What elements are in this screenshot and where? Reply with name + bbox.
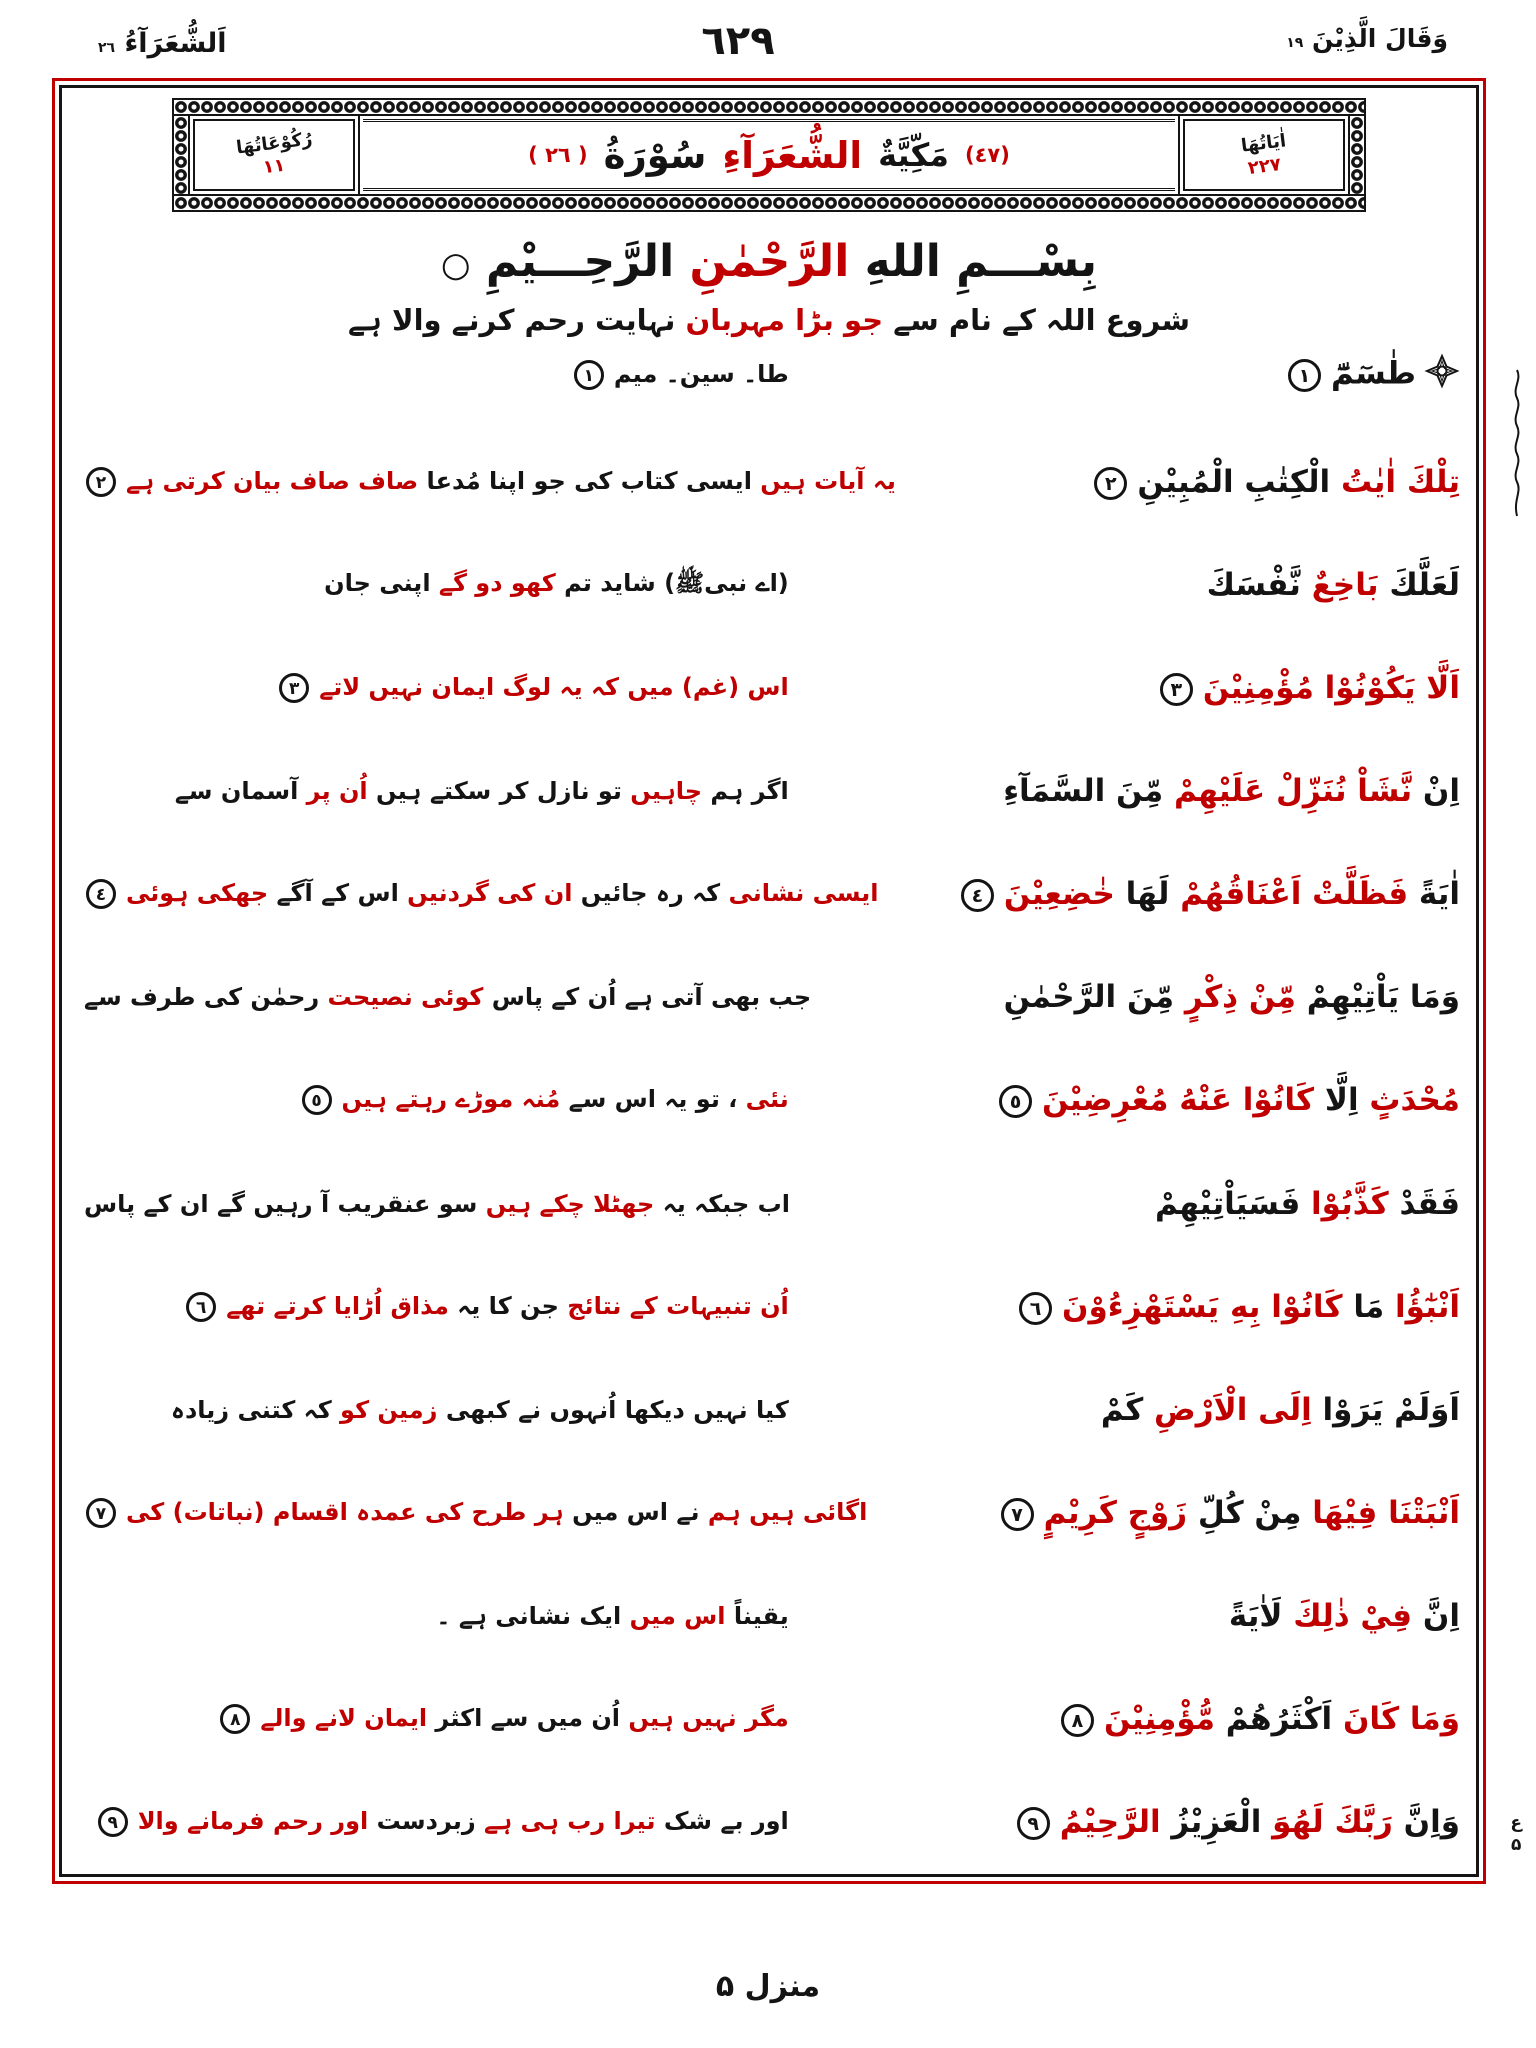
verse-row <box>78 876 1460 912</box>
text-segment: زبردست <box>368 1806 476 1835</box>
text-segment: طا۔ سین۔ میم <box>613 360 789 388</box>
rosette-icon <box>1424 353 1460 397</box>
text-segment: اس کے آگے <box>268 879 399 908</box>
text-segment: طٰسٓمّٓ <box>1330 355 1416 392</box>
urdu-translation-line <box>78 1807 789 1837</box>
text-segment: اَكْثَرُهُمْ <box>1214 1700 1333 1737</box>
text-segment: بِسْـــمِ اللهِ <box>849 236 1098 287</box>
text-segment: مُّؤْمِنِيْنَ <box>1103 1700 1215 1737</box>
verse-number-badge: ٣ <box>279 673 309 703</box>
verse-number-badge: ١ <box>574 360 604 390</box>
text-segment: مِّنَ السَّمَآءِ <box>1003 773 1164 810</box>
text-segment: وَمَا يَاْتِيْهِمْ <box>1295 979 1460 1016</box>
text-segment: اگر ہم <box>702 777 789 806</box>
text-segment: ، تو یہ اس سے <box>560 1085 738 1114</box>
text-segment: یقیناً <box>725 1601 789 1630</box>
text-segment: كَانُوْا عَنْهُ مُعْرِضِيْنَ <box>1042 1082 1315 1119</box>
text-segment: اُن میں سے اکثر <box>427 1703 621 1732</box>
text-segment: بَاخِعٌ <box>1300 567 1379 604</box>
urdu-translation-line <box>78 360 789 390</box>
band-middle <box>174 114 1364 196</box>
verse-number-badge: ١ <box>1288 359 1321 392</box>
text-segment: آسمان سے <box>174 777 299 806</box>
verse-row <box>78 1804 1460 1840</box>
verse-row <box>78 1701 1460 1737</box>
text-segment: اس میں <box>621 1601 726 1630</box>
juz-name-margin: وَقَالَ الَّذِيْنَ <box>1312 24 1448 53</box>
verse-number-badge: ٤ <box>86 879 116 909</box>
verse-number-badge: ٩ <box>98 1807 128 1837</box>
margin-gloss-decoration <box>1508 368 1526 522</box>
text-segment: وَاِنَّ <box>1392 1803 1460 1840</box>
text-segment: فَظَلَّتْ اَعْنَاقُهُمْ <box>1169 876 1409 913</box>
verse-number-badge: ٢ <box>1094 467 1127 500</box>
surah-name-margin: اَلشُّعَرَآءُ <box>124 28 227 59</box>
text-segment: الرَّحِـــيْمِ <box>470 236 675 287</box>
ayat-label: اٰیَاتُهَا <box>1240 130 1288 157</box>
text-segment: خٰضِعِيْنَ <box>1003 876 1115 913</box>
arabic-verse-line <box>867 1495 1460 1531</box>
arabic-verse-line <box>789 1598 1460 1634</box>
urdu-translation-line <box>78 1602 789 1630</box>
text-segment: اَلَّا يَكُوْنُوْا مُؤْمِنِيْنَ <box>1202 670 1460 707</box>
text-segment: نہایت رحم کرنے والا ہے <box>347 303 676 337</box>
text-segment: جو بڑا مہربان <box>675 303 884 337</box>
verse-row <box>78 773 1460 809</box>
verse-number-badge: ٧ <box>1001 1498 1034 1531</box>
surah-title-makkiyah: مَكِّيَّةٌ <box>878 136 949 174</box>
text-segment: مذاق اُڑایا کرتے تھے <box>226 1291 449 1320</box>
text-segment: چاہیں <box>621 777 703 806</box>
text-segment: لَعَلَّكَ <box>1378 567 1460 604</box>
top-margin <box>0 18 1536 74</box>
text-segment: وَمَا كَانَ <box>1332 1700 1460 1737</box>
bismillah-line <box>76 236 1462 287</box>
text-segment: نَّشَاْ نُنَزِّلْ عَلَيْهِمْ <box>1163 773 1413 810</box>
text-segment: ایمان لانے والے <box>260 1703 428 1732</box>
text-segment: اَنْبٰٓؤُا <box>1384 1288 1460 1325</box>
verse-number-badge: ٨ <box>1061 1704 1094 1737</box>
verse-number-badge: ٦ <box>186 1292 216 1322</box>
verse-row <box>78 567 1460 603</box>
page-number: ٦٢٩ <box>701 18 775 64</box>
text-segment: الرَّحْمٰنِ <box>674 236 850 287</box>
verse-number-badge: ٥ <box>302 1085 332 1115</box>
text-segment: لَهَا <box>1114 876 1170 913</box>
text-segment: اور بے شک <box>655 1806 789 1835</box>
text-segment: مُنہ موڑے رہتے ہیں <box>341 1085 561 1114</box>
surah-header-band <box>172 98 1366 212</box>
surah-title-name: الشُّعَرَآءِ <box>722 133 863 177</box>
arabic-verse-line <box>789 1804 1460 1840</box>
text-segment: جھٹلا چکے ہیں <box>477 1189 655 1218</box>
arabic-verse-line <box>790 1186 1460 1222</box>
arabic-verse-line <box>789 773 1460 809</box>
text-segment: اب جبکہ یہ <box>654 1189 790 1218</box>
urdu-translation-line <box>78 1704 789 1734</box>
urdu-translation-line <box>78 879 879 909</box>
text-segment: مُحْدَثٍ <box>1358 1082 1460 1119</box>
ayat-value: ٢٢٧ <box>1246 154 1282 179</box>
arabic-verse-line <box>789 1392 1460 1428</box>
text-segment: كَانُوْا بِهِ يَسْتَهْزِءُوْنَ <box>1062 1288 1343 1325</box>
text-segment: ایک نشانی ہے ۔ <box>436 1601 622 1630</box>
text-segment: نے اس میں <box>563 1497 700 1526</box>
text-segment: کہ رہ جائیں <box>572 879 721 908</box>
verse-number-badge: ٣ <box>1160 673 1193 706</box>
text-segment: ان کی گردنیں <box>398 879 573 908</box>
margin-gloss-squiggle <box>1508 368 1526 518</box>
arabic-verse-line <box>879 876 1460 912</box>
text-segment: کوئی نصیحت <box>319 983 484 1012</box>
text-segment: كَمْ <box>1100 1391 1144 1428</box>
verse-row <box>78 464 1460 500</box>
text-segment: تِلْكَ اٰيٰتُ <box>1330 464 1460 501</box>
text-segment: الْكِتٰبِ الْمُبِيْنِ <box>1137 464 1331 501</box>
text-segment: فَقَدْ <box>1388 1185 1460 1222</box>
text-segment: جھکی ہوئی <box>126 879 269 908</box>
text-segment: اگائی ہیں ہم <box>699 1497 868 1526</box>
text-segment: مگر نہیں ہیں <box>620 1703 789 1732</box>
bead-border-bottom <box>174 196 1364 210</box>
urdu-translation-line <box>78 1085 789 1115</box>
text-segment: اس (غم) میں کہ یہ لوگ ایمان نہیں لاتے <box>319 673 789 702</box>
urdu-translation-line <box>78 777 789 805</box>
verse-row <box>78 1598 1460 1634</box>
urdu-translation-line <box>78 983 811 1011</box>
arabic-verse-line <box>789 1082 1460 1118</box>
text-segment: لَاٰيَةً <box>1228 1597 1283 1634</box>
manzil-marker: منزل ۵ <box>715 1969 821 2004</box>
verse-number-badge: ٦ <box>1019 1292 1052 1325</box>
ayah-end-mark: ○ <box>440 245 471 285</box>
rukuat-medallion <box>188 116 360 194</box>
text-segment: فَسَيَاْتِيْهِمْ <box>1155 1185 1301 1222</box>
verse-row <box>78 1289 1460 1325</box>
text-segment: فِيْ ذٰلِكَ <box>1282 1597 1413 1634</box>
text-segment: الرَّحِيْمُ <box>1059 1803 1161 1840</box>
urdu-translation-line <box>78 673 789 703</box>
verse-row <box>78 353 1460 397</box>
text-segment: تیرا رب ہی ہے <box>475 1806 656 1835</box>
arabic-verse-line <box>789 353 1460 397</box>
text-segment: ہر طرح کی عمدہ اقسام (نباتات) کی <box>126 1497 564 1526</box>
arabic-verse-line <box>789 567 1460 603</box>
urdu-translation-line <box>78 1498 867 1528</box>
text-segment: کیا نہیں دیکھا اُنہوں نے کبھی <box>437 1395 789 1424</box>
verse-row <box>78 1495 1460 1531</box>
rukuat-label: رُکُوْعَاتُهَا <box>234 128 314 159</box>
text-segment: جن کا یہ <box>448 1291 559 1320</box>
text-segment: اور رحم فرمانے والا <box>137 1806 369 1835</box>
text-segment: اُن پر <box>298 777 368 806</box>
text-segment: تو نازل کر سکتے ہیں <box>367 777 622 806</box>
verse-number-badge: ٢ <box>86 467 116 497</box>
verse-row <box>78 670 1460 706</box>
text-segment: اَوَلَمْ يَرَوْا <box>1311 1391 1460 1428</box>
arabic-verse-line <box>789 670 1460 706</box>
revelation-order-number: (٤٧) <box>964 143 1010 167</box>
text-segment: اِنَّ <box>1412 1597 1460 1634</box>
verse-number-badge: ٩ <box>1017 1807 1050 1840</box>
top-right-juz-name <box>1286 24 1448 53</box>
text-segment: اٰيَةً <box>1408 876 1460 913</box>
text-segment: كَذَّبُوْا <box>1300 1185 1389 1222</box>
text-segment: رحمٰن کی طرف سے <box>84 983 320 1012</box>
text-segment: الْعَزِيْزُ <box>1160 1803 1262 1840</box>
text-segment: ایسی کتاب کی جو اپنا مُدعا <box>418 467 752 496</box>
urdu-translation-line <box>78 1190 790 1218</box>
text-segment: زَوْجٍ كَرِيْمٍ <box>1043 1494 1188 1531</box>
verse-row <box>78 1082 1460 1118</box>
urdu-translation-line <box>78 568 789 603</box>
text-segment: کھو دو گے <box>430 568 556 597</box>
text-segment: اِلَّا <box>1314 1082 1359 1119</box>
text-segment: اِلَى الْاَرْضِ <box>1143 1391 1312 1428</box>
surah-title-word: سُوْرَةُ <box>603 133 707 177</box>
text-segment: شروع اللہ کے نام سے <box>883 303 1191 337</box>
arabic-verse-line <box>896 464 1460 500</box>
verse-number-badge: ٧ <box>86 1498 116 1528</box>
text-segment: اَنْبَتْنَا فِيْهَا <box>1301 1494 1460 1531</box>
text-segment: اُن تنبیہات کے نتائج <box>558 1291 789 1320</box>
text-segment: زمین کو <box>331 1395 438 1424</box>
text-segment: نَّفْسَكَ <box>1206 567 1301 604</box>
text-segment: جب بھی آتی ہے اُن کے پاس <box>483 983 812 1012</box>
text-segment: اِنْ <box>1412 773 1460 810</box>
text-segment: صاف صاف بیان کرتی ہے <box>126 467 419 496</box>
verse-row <box>78 1186 1460 1222</box>
text-segment: اپنی جان <box>324 568 431 597</box>
verse-row <box>78 979 1460 1015</box>
arabic-verse-line <box>811 979 1460 1015</box>
urdu-translation-line <box>78 1396 789 1424</box>
surah-title <box>363 119 1175 191</box>
ruku-marker-number: ۵ <box>1511 1835 1522 1855</box>
arabic-verse-line <box>789 1289 1460 1325</box>
rukuat-value: ١١ <box>261 154 287 179</box>
surah-serial-number: ( ٢٦ ) <box>528 143 588 167</box>
page-border-frame <box>52 78 1486 1884</box>
verse-number-badge: ٥ <box>999 1085 1032 1118</box>
verse-number-badge: ٤ <box>961 879 994 912</box>
arabic-verse-line <box>789 1701 1460 1737</box>
bead-border-right <box>1350 116 1364 194</box>
text-segment: سو عنقریب آ رہیں گے ان کے پاس <box>84 1189 478 1218</box>
bead-border-top <box>174 100 1364 114</box>
verses-container <box>76 347 1462 1848</box>
text-segment: کہ کتنی زیادہ <box>170 1395 332 1424</box>
text-segment: مَا <box>1342 1288 1385 1325</box>
text-segment: مِّنْ ذِكْرٍ <box>1174 979 1296 1016</box>
text-segment: مِّنَ الرَّحْمٰنِ <box>1003 979 1175 1016</box>
text-segment: یہ آیات ہیں <box>751 467 896 496</box>
bead-border-left <box>174 116 188 194</box>
surah-number-margin: ٢٦ <box>98 40 116 56</box>
page-inner-frame <box>59 85 1479 1877</box>
urdu-translation-line <box>78 467 896 497</box>
text-segment: نئی <box>737 1085 789 1114</box>
ayat-medallion <box>1178 116 1350 194</box>
bismillah-urdu-translation <box>76 303 1462 337</box>
verse-row <box>78 1392 1460 1428</box>
text-segment: ایسی نشانی <box>720 879 879 908</box>
urdu-translation-line <box>78 1292 789 1322</box>
juz-number-margin: ١٩ <box>1286 35 1304 51</box>
text-segment: مِنْ كُلِّ <box>1187 1494 1302 1531</box>
ruku-marker-letter: ع <box>1510 1813 1522 1833</box>
text-segment: رَبَّكَ لَهُوَ <box>1261 1803 1393 1840</box>
text-segment: (اے نبیﷺ) شاید تم <box>555 568 789 597</box>
margin-ruku-marker <box>1510 1812 1522 1856</box>
verse-number-badge: ٨ <box>220 1704 250 1734</box>
